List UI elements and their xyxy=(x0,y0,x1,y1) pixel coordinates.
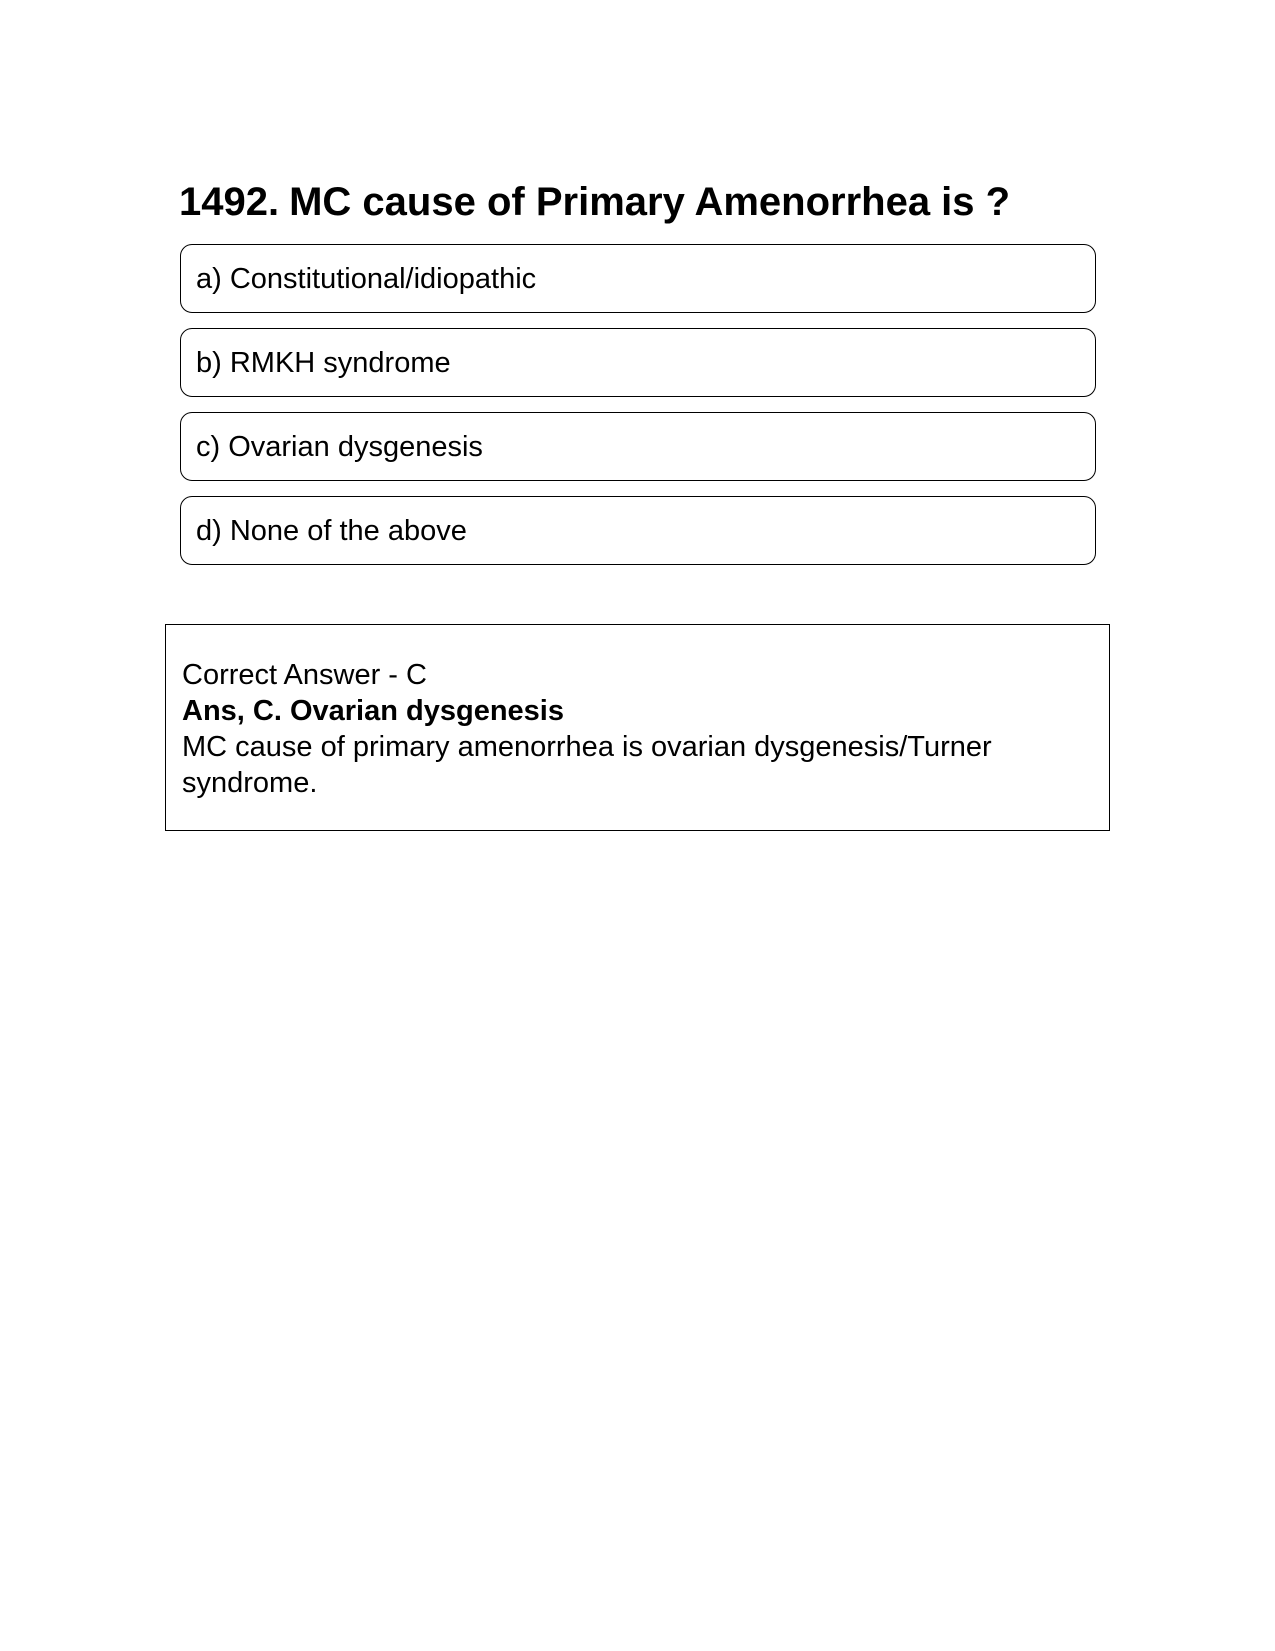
answer-box xyxy=(165,624,1110,831)
question-text: MC cause of Primary Amenorrhea is ? xyxy=(289,180,1011,224)
option-c[interactable]: c) Ovarian dysgenesis xyxy=(180,412,1096,481)
answer-explanation: MC cause of primary amenorrhea is ovarian dysgenesis/Turner syndrome. xyxy=(182,731,992,799)
option-b[interactable]: b) RMKH syndrome xyxy=(180,328,1096,397)
correct-answer-line: Correct Answer - C xyxy=(182,659,427,691)
question-number: 1492. xyxy=(179,180,280,224)
question-title xyxy=(179,178,1010,226)
answer-heading: Ans, C. Ovarian dysgenesis xyxy=(182,695,564,727)
options-list xyxy=(180,244,1096,580)
option-a[interactable]: a) Constitutional/idiopathic xyxy=(180,244,1096,313)
option-d[interactable]: d) None of the above xyxy=(180,496,1096,565)
